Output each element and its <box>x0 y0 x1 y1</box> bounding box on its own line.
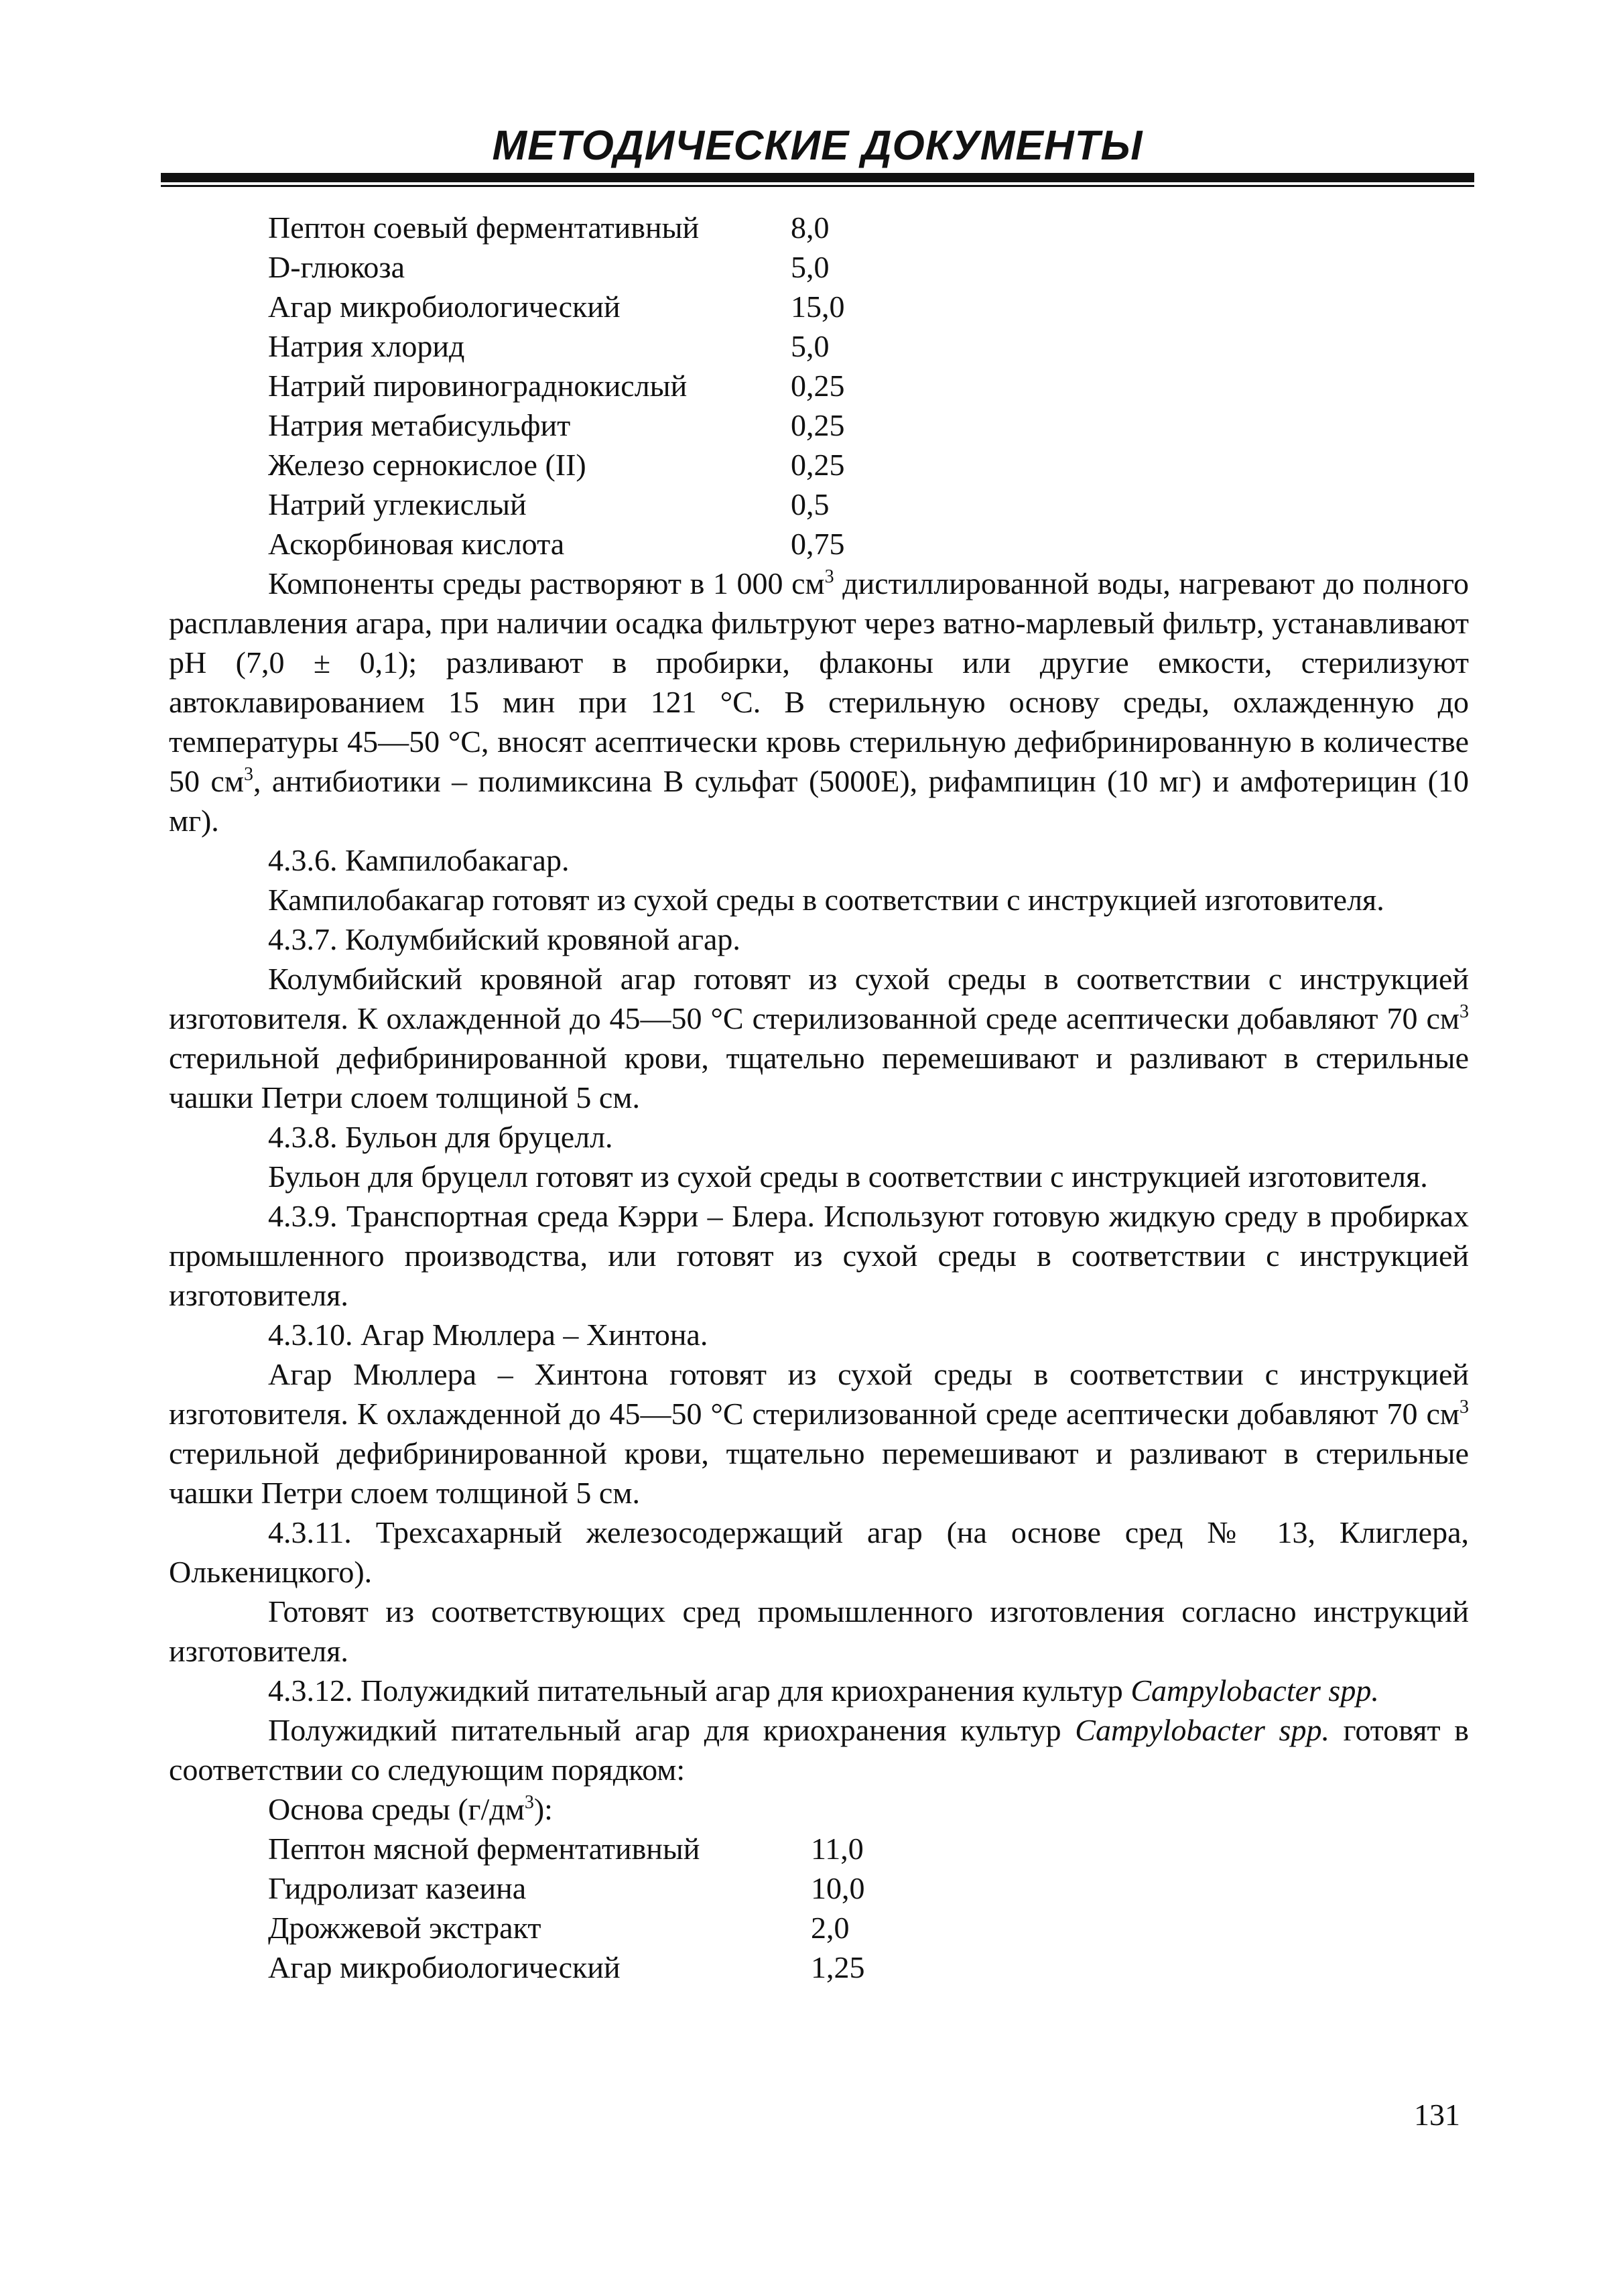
table-row <box>169 1908 1469 1948</box>
ingredient-name: Агар микробиологический <box>268 1950 621 1984</box>
ingredient-value: 1,25 <box>811 1950 865 1984</box>
paragraph-4-3-12: 4.3.12. Полужидкий питательный агар для криохранения культур Campylobacter spp. <box>268 1673 1379 1708</box>
ingredient-name: Гидролизат казеина <box>268 1871 527 1905</box>
paragraph-4-3-10: Агар Мюллера – Хинтона готовят из сухой среды в соответствии с инструкцией изготовителя. К охлажденной до 45—50 °С стерилизованной среде асептически добавляют 70 $см^3$ стерильной дефибринированной крови, тщательно перемешивают и разливают в стерильные чашки Петри слоем толщиной 5 см. <box>169 1357 1469 1510</box>
paragraph-preparation: Компоненты среды растворяют в 1 000 $см^3$ дистиллированной воды, нагревают до полного расплавления агара, при наличии осадка фильтруют через ватно-марлевый фильтр, устанавливают pH (7,0 ± 0,1); разливают в пробирки, флаконы или другие емкости, стерилизуют автоклавированием 15 мин при 121 °С. В стерильную основу среды, охлажденную до температуры 45—50 °С, вносят асептически кровь стерильную дефибринированную в количестве 50 $см^3$, антибиотики – полимиксина В сульфат (5000Е), рифампицин (10 мг) и амфотерицин (10 мг). <box>169 566 1470 838</box>
paragraph-4-3-11-body: Готовят из соответствующих сред промышленного изготовления согласно инструкций изготовителя. <box>169 1594 1469 1668</box>
ingredient-value: 5,0 <box>791 329 830 363</box>
paragraph-4-3-11: 4.3.11. Трехсахарный железосодержащий агар (на основе сред № 13, Клиглера, Олькеницкого). <box>169 1515 1469 1589</box>
ingredient-value: 5,0 <box>791 250 830 284</box>
ingredient-name: Натрия хлорид <box>268 329 465 363</box>
ingredient-value: 10,0 <box>811 1871 865 1905</box>
table-row <box>169 485 1469 524</box>
ingredient-name: Дрожжевой экстракт <box>268 1911 541 1945</box>
ingredients-table-2 <box>169 1829 1469 1987</box>
table-row <box>169 208 1469 247</box>
section-heading-4-3-10: 4.3.10. Агар Мюллера – Хинтона. <box>268 1318 708 1352</box>
document-body <box>169 208 1469 1987</box>
table-row <box>169 366 1469 405</box>
page-header-title: МЕТОДИЧЕСКИЕ ДОКУМЕНТЫ <box>492 123 1143 169</box>
ingredient-value: 0,5 <box>791 487 830 521</box>
ingredient-name: Натрия метабисульфит <box>268 408 571 442</box>
ingredient-name: Агар микробиологический <box>268 290 621 324</box>
table-row <box>169 1948 1469 1987</box>
table-row <box>169 1829 1469 1868</box>
table-row <box>169 405 1469 445</box>
paragraph-4-3-7: Колумбийский кровяной агар готовят из сухой среды в соответствии с инструкцией изготовителя. К охлажденной до 45—50 °С стерилизованной среде асептически добавляют 70 $см^3$ стерильной дефибринированной крови, тщательно перемешивают и разливают в стерильные чашки Петри слоем толщиной 5 см. <box>169 962 1469 1114</box>
ingredient-value: 11,0 <box>811 1832 864 1866</box>
ingredient-name: Пептон соевый ферментативный <box>268 210 700 245</box>
table-row <box>169 326 1469 366</box>
table-row <box>169 524 1469 564</box>
base-medium-label: Основа среды $(г/дм^3)$: <box>268 1792 553 1826</box>
ingredient-value: 0,25 <box>791 408 845 442</box>
ingredient-name: Аскорбиновая кислота <box>268 527 565 561</box>
ingredient-name: Железо сернокислое (II) <box>268 448 586 482</box>
ingredient-name: Натрий углекислый <box>268 487 527 521</box>
ingredient-name: Натрий пировинограднокислый <box>268 369 688 403</box>
ingredient-value: 0,75 <box>791 527 845 561</box>
paragraph-4-3-8: Бульон для бруцелл готовят из сухой среды в соответствии с инструкцией изготовителя. <box>268 1159 1428 1194</box>
table-row <box>169 247 1469 287</box>
section-heading-4-3-7: 4.3.7. Колумбийский кровяной агар. <box>268 922 740 956</box>
ingredient-name: Пептон мясной ферментативный <box>268 1832 700 1866</box>
ingredient-value: 2,0 <box>811 1911 850 1945</box>
page-number: 131 <box>1414 2098 1460 2132</box>
header-rule-thin <box>161 185 1474 187</box>
ingredient-value: 0,25 <box>791 448 845 482</box>
ingredients-table-1 <box>169 208 1469 564</box>
ingredient-value: 0,25 <box>791 369 845 403</box>
paragraph-4-3-9: 4.3.9. Транспортная среда Кэрри – Блера. Используют готовую жидкую среду в пробирках промышленного производства, или готовят из сухой среды в соответствии с инструкцией изготовителя. <box>169 1199 1469 1312</box>
ingredient-value: 15,0 <box>791 290 845 324</box>
header-rule-thick <box>161 173 1474 182</box>
ingredient-value: 8,0 <box>791 210 830 245</box>
section-heading-4-3-8: 4.3.8. Бульон для бруцелл. <box>268 1120 613 1154</box>
ingredient-name: D-глюкоза <box>268 250 405 284</box>
table-row <box>169 287 1469 326</box>
table-row <box>169 1868 1469 1908</box>
paragraph-4-3-12-body: Полужидкий питательный агар для криохранения культур Campylobacter spp. готовят в соответствии со следующим порядком: <box>169 1713 1469 1787</box>
section-heading-4-3-6: 4.3.6. Кампилобакагар. <box>268 843 570 877</box>
table-row <box>169 445 1469 485</box>
paragraph-4-3-6: Кампилобакагар готовят из сухой среды в соответствии с инструкцией изготовителя. <box>268 883 1384 917</box>
